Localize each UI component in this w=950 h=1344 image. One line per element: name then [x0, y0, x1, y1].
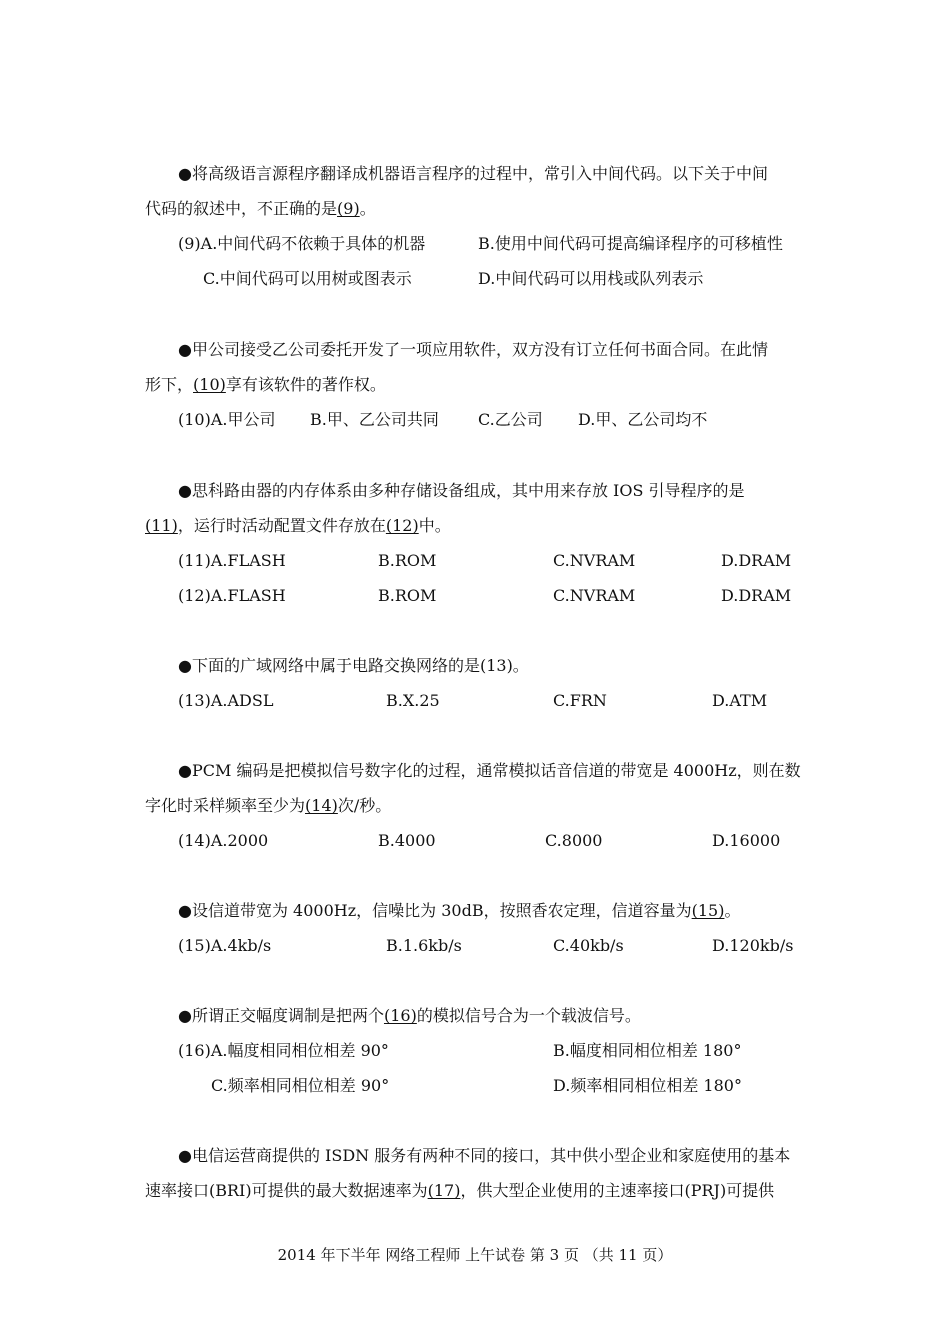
q15-stem — [178, 901, 740, 921]
q11-stem-text: ，运行时活动配置文件存放在 — [177, 516, 386, 535]
q17-blank: (17) — [427, 1181, 461, 1200]
q12-option-b: B.ROM — [378, 586, 437, 605]
q9-option-d: D.中间代码可以用栈或队列表示 — [478, 269, 704, 288]
q15-option-d: D.120kb/s — [712, 936, 794, 955]
q11-stem-end: 中。 — [418, 516, 451, 535]
q15-stem-end: 。 — [724, 901, 741, 920]
q15-option-a: (15)A.4kb/s — [178, 936, 272, 955]
q9-stem-end: 。 — [359, 199, 376, 218]
q10-stem-line2 — [145, 375, 386, 395]
q13-stem: ●下面的广域网络中属于电路交换网络的是(13)。 — [178, 656, 529, 675]
q10-option-a: (10)A.甲公司 — [178, 410, 276, 429]
q16-option-a: (16)A.幅度相同相位相差 90° — [178, 1041, 389, 1060]
q12-blank: (12) — [385, 516, 419, 535]
q14-stem-line1: ●PCM 编码是把模拟信号数字化的过程，通常模拟话音信道的带宽是 4000Hz，则在数 — [178, 761, 801, 780]
q14-option-d: D.16000 — [712, 831, 781, 850]
q10-stem-text: 形下， — [145, 375, 194, 394]
q14-stem-text: 字化时采样频率至少为 — [145, 796, 306, 815]
q16-option-b: B.幅度相同相位相差 180° — [553, 1041, 742, 1060]
q16-stem-end: 的模拟信号合为一个载波信号。 — [416, 1006, 641, 1025]
q13-option-c: C.FRN — [553, 691, 607, 710]
q12-option-c: C.NVRAM — [553, 586, 636, 605]
q11-option-c: C.NVRAM — [553, 551, 636, 570]
q10-stem-end: 享有该软件的著作权。 — [225, 375, 386, 394]
q11-option-b: B.ROM — [378, 551, 437, 570]
q17-stem-line2 — [145, 1181, 774, 1201]
q14-blank: (14) — [305, 796, 338, 815]
q17-stem-line1: ●电信运营商提供的 ISDN 服务有两种不同的接口，其中供小型企业和家庭使用的基本 — [178, 1146, 791, 1165]
q9-option-a: (9)A.中间代码不依赖于具体的机器 — [178, 234, 426, 253]
q15-option-b: B.1.6kb/s — [386, 936, 462, 955]
q11-option-d: D.DRAM — [721, 551, 792, 570]
q10-option-d: D.甲、乙公司均不 — [578, 410, 708, 429]
q16-stem-text: ●所谓正交幅度调制是把两个 — [178, 1006, 384, 1025]
q13-option-d: D.ATM — [712, 691, 768, 710]
q9-stem-line1: ●将高级语言源程序翻译成机器语言程序的过程中，常引入中间代码。以下关于中间 — [178, 164, 768, 183]
q9-stem-line2 — [145, 199, 376, 219]
q14-option-c: C.8000 — [545, 831, 603, 850]
q14-option-a: (14)A.2000 — [178, 831, 269, 850]
q11-blank: (11) — [145, 516, 178, 535]
q11-stem-line2 — [145, 516, 451, 536]
q13-option-a: (13)A.ADSL — [178, 691, 274, 710]
q15-blank: (15) — [691, 901, 725, 920]
q14-option-b: B.4000 — [378, 831, 436, 850]
q10-option-b: B.甲、乙公司共同 — [310, 410, 439, 429]
q9-stem-text: 代码的叙述中，不正确的是 — [145, 199, 338, 218]
q9-option-c: C.中间代码可以用树或图表示 — [203, 269, 412, 288]
q17-stem-text: 速率接口(BRI)可提供的最大数据速率为 — [145, 1181, 428, 1200]
q15-option-c: C.40kb/s — [553, 936, 624, 955]
q11-stem-line1: ●思科路由器的内存体系由多种存储设备组成，其中用来存放 IOS 引导程序的是 — [178, 481, 745, 500]
q16-option-c: C.频率相同相位相差 90° — [211, 1076, 390, 1095]
page-footer: 2014 年下半年 网络工程师 上午试卷 第 3 页 （共 11 页） — [277, 1246, 673, 1264]
q16-stem — [178, 1006, 641, 1026]
q14-stem-end: 次/秒。 — [337, 796, 392, 815]
q16-blank: (16) — [383, 1006, 417, 1025]
q13-option-b: B.X.25 — [386, 691, 440, 710]
q10-stem-line1: ●甲公司接受乙公司委托开发了一项应用软件，双方没有订立任何书面合同。在此情 — [178, 340, 768, 359]
q16-option-d: D.频率相同相位相差 180° — [553, 1076, 742, 1095]
q10-blank: (10) — [193, 375, 226, 394]
q17-stem-end: ，供大型企业使用的主速率接口(PRJ)可提供 — [460, 1181, 775, 1200]
q12-option-d: D.DRAM — [721, 586, 792, 605]
q9-option-b: B.使用中间代码可提高编译程序的可移植性 — [478, 234, 783, 253]
q15-stem-text: ●设信道带宽为 4000Hz，信噪比为 30dB，按照香农定理，信道容量为 — [178, 901, 692, 920]
q9-blank: (9) — [337, 199, 360, 218]
q12-option-a: (12)A.FLASH — [178, 586, 286, 605]
q11-option-a: (11)A.FLASH — [178, 551, 286, 570]
q14-stem-line2 — [145, 796, 391, 816]
q10-option-c: C.乙公司 — [478, 410, 543, 429]
